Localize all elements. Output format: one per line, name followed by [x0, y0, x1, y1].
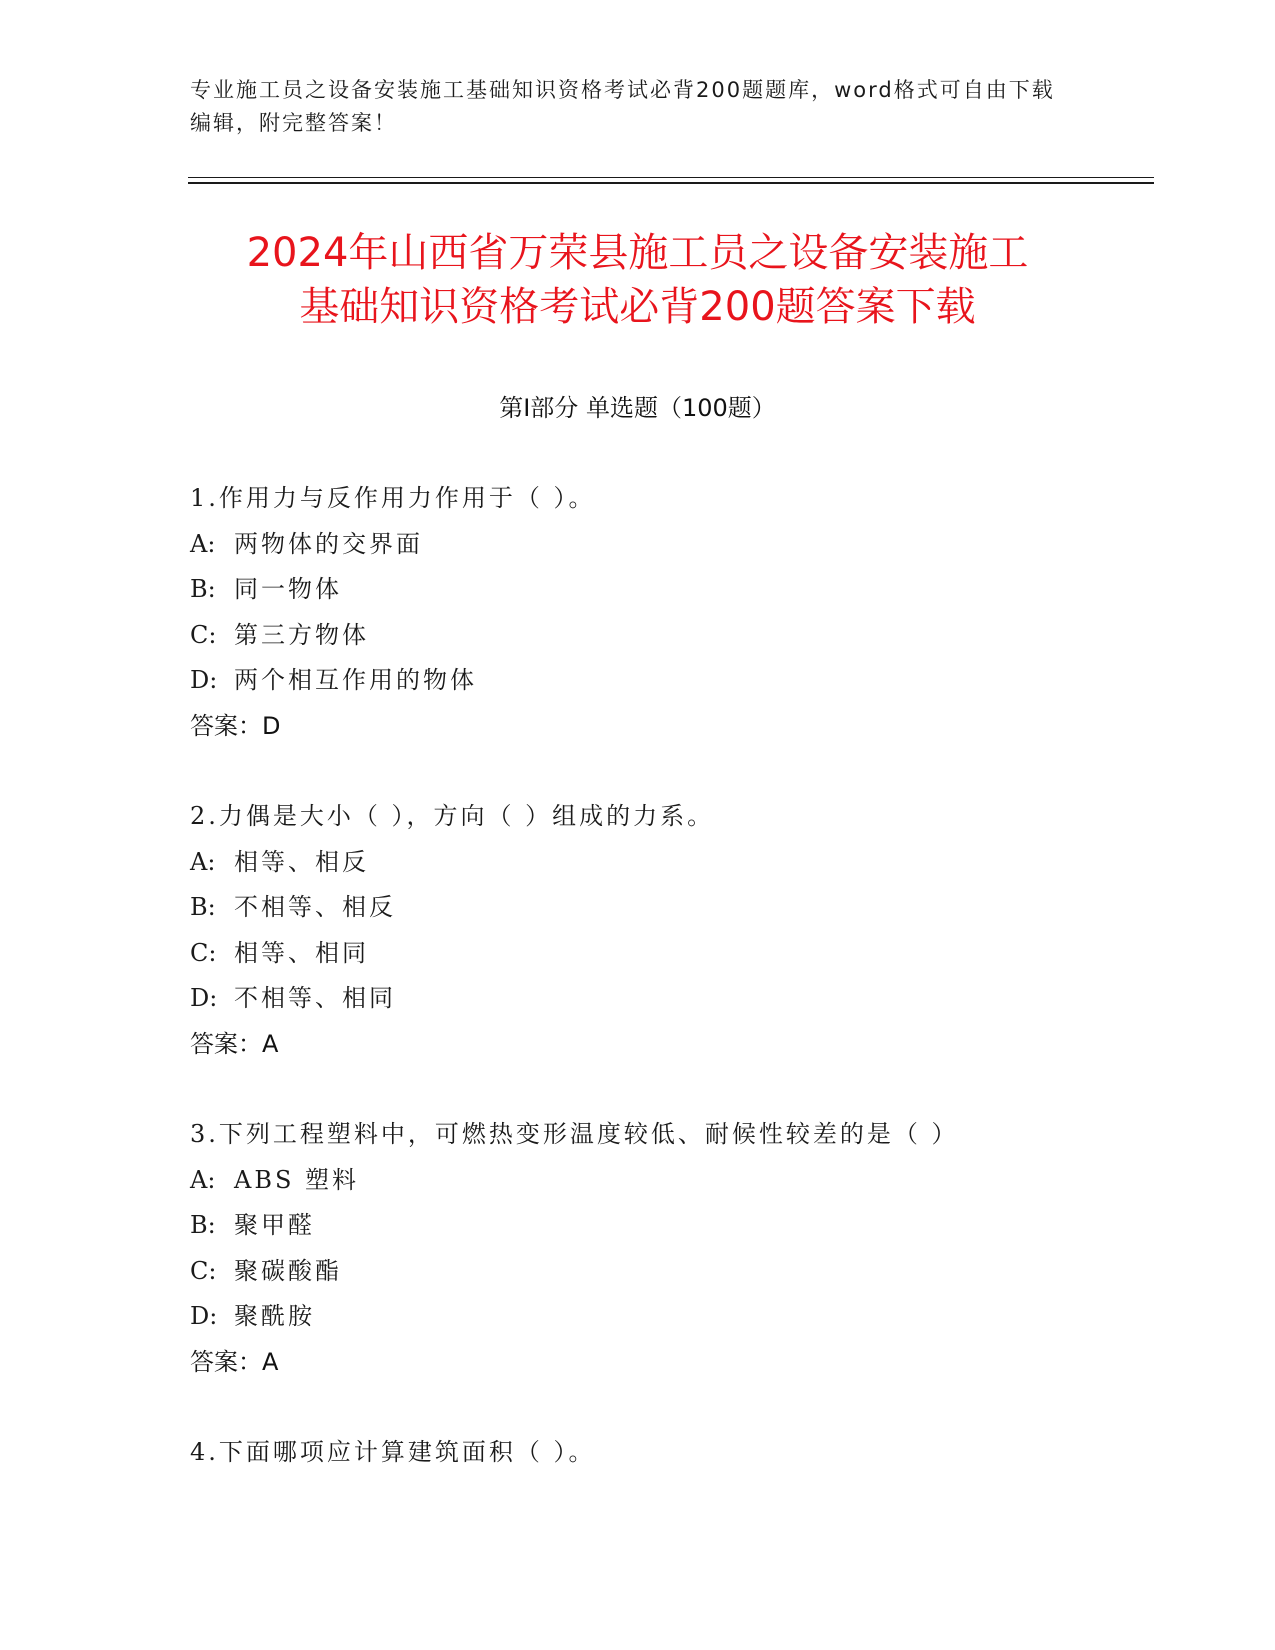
- option-text: 聚酰胺: [234, 1302, 315, 1330]
- option-text: 相等、相反: [234, 847, 369, 876]
- option-key: B:: [190, 1211, 216, 1239]
- option-text: 聚碳酸酯: [234, 1256, 342, 1285]
- option-d: [190, 976, 1130, 1022]
- question-stem: 3.下列工程塑料中，可燃热变形温度较低、耐候性较差的是（ ）: [190, 1120, 959, 1148]
- option-c: [190, 1249, 1130, 1295]
- document-title-line-2: 基础知识资格考试必背200题答案下载: [299, 284, 976, 330]
- option-text: 第三方物体: [234, 620, 369, 649]
- option-key: C:: [190, 1256, 217, 1285]
- section-title: 第I部分 单选题（100题）: [499, 394, 776, 422]
- option-a: [190, 1158, 1130, 1204]
- option-text: 聚甲醛: [234, 1211, 315, 1239]
- answer-line: 答案：A: [190, 1029, 279, 1058]
- option-key: A:: [190, 847, 216, 876]
- option-key: A:: [190, 529, 216, 558]
- option-a: [190, 522, 1130, 568]
- option-key: D:: [190, 1302, 218, 1330]
- header-divider-thin: [188, 177, 1154, 178]
- option-text: ABS 塑料: [234, 1165, 360, 1194]
- option-text: 不相等、相反: [234, 893, 396, 921]
- header-divider-thick: [188, 182, 1154, 184]
- option-text: 同一物体: [234, 575, 342, 603]
- option-b: [190, 1203, 1130, 1249]
- header-note: 专业施工员之设备安装施工基础知识资格考试必背200题题库，word格式可自由下载编辑，附完整答案！: [190, 78, 1055, 135]
- option-d: [190, 658, 1130, 704]
- option-a: [190, 840, 1130, 886]
- question-stem: 1.作用力与反作用力作用于（ ）。: [190, 484, 596, 512]
- option-key: D:: [190, 666, 218, 694]
- document-title-line-1: 2024年山西省万荣县施工员之设备安装施工: [246, 230, 1029, 276]
- option-key: D:: [190, 984, 218, 1012]
- question-2: [190, 794, 1130, 1067]
- question-1: [190, 476, 1130, 749]
- option-text: 两个相互作用的物体: [234, 666, 477, 694]
- option-text: 不相等、相同: [234, 984, 396, 1012]
- option-text: 相等、相同: [234, 938, 369, 967]
- document-title: [150, 226, 1125, 334]
- option-key: B:: [190, 575, 216, 603]
- option-b: [190, 885, 1130, 931]
- answer-line: 答案：A: [190, 1347, 279, 1376]
- option-text: 两物体的交界面: [234, 529, 423, 558]
- question-3: [190, 1112, 1130, 1385]
- option-c: [190, 931, 1130, 977]
- option-b: [190, 567, 1130, 613]
- question-stem: 2.力偶是大小（ ），方向（ ）组成的力系。: [190, 802, 715, 830]
- option-key: C:: [190, 938, 217, 967]
- question-list: [190, 476, 1130, 1521]
- question-stem: 4.下面哪项应计算建筑面积（ ）。: [190, 1438, 596, 1466]
- option-d: [190, 1294, 1130, 1340]
- option-key: C:: [190, 620, 217, 649]
- option-key: B:: [190, 893, 216, 921]
- option-key: A:: [190, 1165, 216, 1194]
- question-4: [190, 1430, 1130, 1476]
- option-c: [190, 613, 1130, 659]
- answer-line: 答案：D: [190, 711, 281, 740]
